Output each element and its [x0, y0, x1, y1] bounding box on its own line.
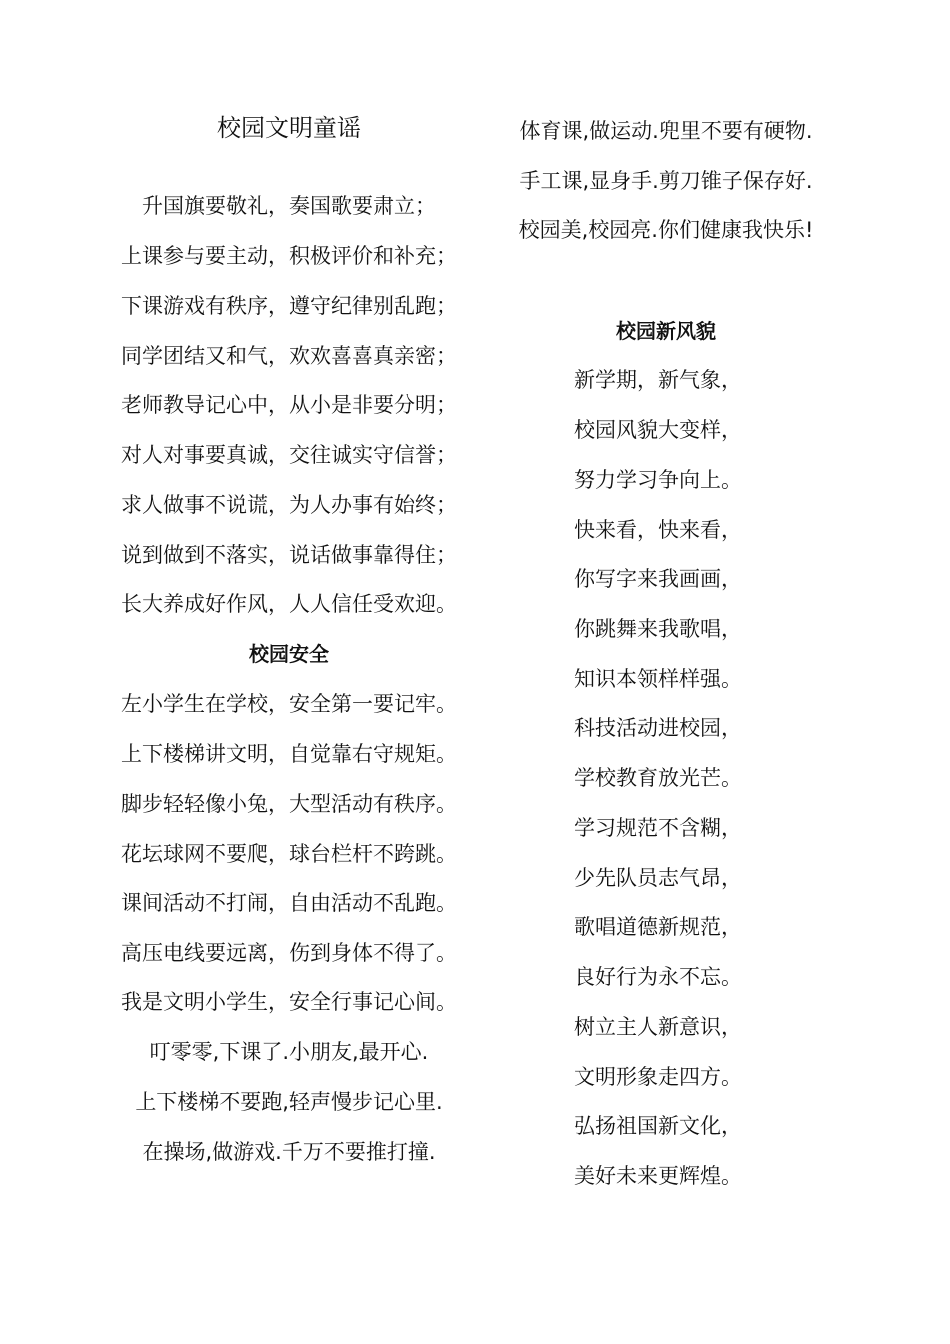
poem-line: 文明形象走四方。 — [574, 1065, 742, 1089]
poem-line: 脚步轻轻像小兔，大型活动有秩序。 — [121, 792, 457, 816]
poem-line: 弘扬祖国新文化， — [574, 1114, 742, 1138]
poem-line: 求人做事不说谎，为人办事有始终； — [121, 493, 457, 517]
poem-line: 歌唱道德新规范， — [574, 915, 742, 939]
poem-line: 升国旗要敬礼，奏国歌要肃立； — [142, 194, 436, 218]
poem-line: 同学团结又和气，欢欢喜喜真亲密； — [121, 344, 457, 368]
poem-line: 在操场,做游戏.千万不要推打撞. — [142, 1140, 436, 1164]
poem-line: 高压电线要远离，伤到身体不得了。 — [121, 941, 457, 965]
poem-line: 我是文明小学生，安全行事记心间。 — [121, 990, 457, 1014]
poem-line: 体育课,做运动.兜里不要有硬物. — [519, 119, 813, 143]
poem-line: 下课游戏有秩序，遵守纪律别乱跑； — [121, 294, 457, 318]
poem-line: 左小学生在学校，安全第一要记牢。 — [121, 692, 457, 716]
poem-line: 学校教育放光芒。 — [574, 766, 742, 790]
poem-line: 老师教导记心中，从小是非要分明； — [121, 393, 457, 417]
poem-line: 科技活动进校园， — [574, 716, 742, 740]
poem-line: 课间活动不打闹，自由活动不乱跑。 — [121, 891, 457, 915]
poem-line: 校园美,校园亮.你们健康我快乐! — [518, 218, 814, 242]
poem-line: 美好未来更辉煌。 — [574, 1164, 742, 1188]
poem-line: 努力学习争向上。 — [574, 468, 742, 492]
poem-title: 校园文明童谣 — [217, 114, 361, 142]
poem-line: 长大养成好作风，人人信任受欢迎。 — [121, 592, 457, 616]
poem-line: 你跳舞来我歌唱， — [574, 617, 742, 641]
poem-line: 学习规范不含糊， — [574, 816, 742, 840]
poem-line: 快来看，快来看， — [574, 518, 742, 542]
section-title: 校园安全 — [249, 642, 329, 666]
poem-line: 校园风貌大变样， — [574, 418, 742, 442]
poem-line: 说到做到不落实，说话做事靠得住； — [121, 543, 457, 567]
poem-line: 良好行为永不忘。 — [574, 965, 742, 989]
poem-line: 少先队员志气昂， — [574, 866, 742, 890]
poem-line: 花坛球网不要爬，球台栏杆不跨跳。 — [121, 842, 457, 866]
poem-line: 上下楼梯不要跑,轻声慢步记心里. — [135, 1090, 443, 1114]
section-title: 校园新风貌 — [616, 319, 716, 343]
poem-line: 新学期，新气象， — [574, 368, 742, 392]
poem-line: 上课参与要主动，积极评价和补充； — [121, 244, 457, 268]
poem-line: 手工课,显身手.剪刀锥子保存好. — [519, 169, 813, 193]
poem-line: 你写字来我画画， — [574, 567, 742, 591]
poem-line: 上下楼梯讲文明，自觉靠右守规矩。 — [121, 742, 457, 766]
poem-line: 叮零零,下课了.小朋友,最开心. — [149, 1040, 429, 1064]
poem-line: 对人对事要真诚，交往诚实守信誉； — [121, 443, 457, 467]
poem-line: 知识本领样样强。 — [574, 667, 742, 691]
poem-line: 树立主人新意识， — [574, 1015, 742, 1039]
